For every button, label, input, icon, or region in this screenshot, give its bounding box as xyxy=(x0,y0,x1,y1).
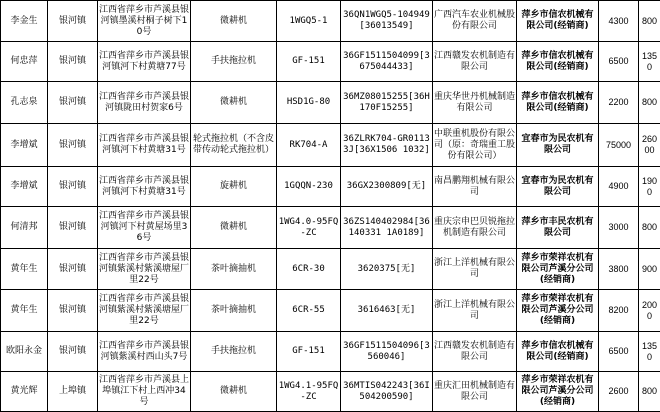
manufacturer: 南昌鹏翔机械有限公司 xyxy=(433,167,517,207)
table-row xyxy=(1,332,660,372)
dealer: 萍乡市信农机械有限公司(经销商) xyxy=(517,1,599,42)
address: 江西省萍乡市芦溪县银河镇河下村黄屋场里36号 xyxy=(98,207,191,249)
table-row xyxy=(1,124,660,167)
manufacturer: 浙江上洋机械有限公司 xyxy=(433,290,517,332)
machine-model: 1WGQ5-1 xyxy=(277,1,341,42)
address: 江西省萍乡市芦溪县银河镇墨溪村桐子树下10号 xyxy=(98,1,191,42)
town: 银河镇 xyxy=(48,124,98,167)
town: 银河镇 xyxy=(48,82,98,124)
table-row xyxy=(1,372,660,412)
machine-type: 微耕机 xyxy=(191,1,277,42)
machine-model: HSD1G-80 xyxy=(277,82,341,124)
serial-number: 36GF1511504096[3560046] xyxy=(341,332,433,372)
owner-name: 李增斌 xyxy=(1,167,48,207)
town: 银河镇 xyxy=(48,167,98,207)
serial-number: 36MZ08015255[36H170F15255] xyxy=(341,82,433,124)
serial-number: 3620375[无] xyxy=(341,249,433,290)
machine-model: 1GQQN-230 xyxy=(277,167,341,207)
address: 江西省萍乡市芦溪县上埠镇江下村上西冲34号 xyxy=(98,372,191,412)
dealer: 宜春市为民农机有限公司 xyxy=(517,124,599,167)
machine-type: 微耕机 xyxy=(191,372,277,412)
owner-name: 黄年生 xyxy=(1,249,48,290)
address: 江西省萍乡市芦溪县银河镇河下村黄塘31号 xyxy=(98,124,191,167)
owner-name: 李金生 xyxy=(1,1,48,42)
amount-1: 3000 xyxy=(599,207,639,249)
amount-2: 1350 xyxy=(639,332,660,372)
serial-number: 36GX2300809[无] xyxy=(341,167,433,207)
machine-type: 微耕机 xyxy=(191,82,277,124)
amount-1: 4900 xyxy=(599,167,639,207)
manufacturer: 重庆汇田机械制造有限公司 xyxy=(433,372,517,412)
amount-1: 3800 xyxy=(599,249,639,290)
amount-2: 2000 xyxy=(639,290,660,332)
machine-type: 微耕机 xyxy=(191,207,277,249)
machine-type: 轮式拖拉机（不含皮带传动轮式拖拉机） xyxy=(191,124,277,167)
manufacturer: 江西赣发农机制造有限公司 xyxy=(433,42,517,82)
owner-name: 何忠萍 xyxy=(1,42,48,82)
amount-1: 4300 xyxy=(599,1,639,42)
address: 江西省萍乡市芦溪县银河镇河下村黄塘77号 xyxy=(98,42,191,82)
amount-1: 8200 xyxy=(599,290,639,332)
amount-1: 2600 xyxy=(599,372,639,412)
table-row xyxy=(1,82,660,124)
table-row xyxy=(1,249,660,290)
amount-2: 800 xyxy=(639,1,660,42)
dealer: 萍乡市信农机械有限公司(经销商) xyxy=(517,82,599,124)
town: 银河镇 xyxy=(48,1,98,42)
amount-2: 800 xyxy=(639,207,660,249)
address: 江西省萍乡市芦溪县银河镇紫溪村西山头7号 xyxy=(98,332,191,372)
manufacturer: 重庆华世丹机械制造有限公司 xyxy=(433,82,517,124)
dealer: 萍乡市荣祥农机有限公司芦溪分公司(经销商) xyxy=(517,290,599,332)
serial-number: 36GF1511504099[3675044433] xyxy=(341,42,433,82)
manufacturer: 浙江上洋机械有限公司 xyxy=(433,249,517,290)
amount-2: 800 xyxy=(639,82,660,124)
address: 江西省萍乡市芦溪县银河镇河下村黄塘31号 xyxy=(98,167,191,207)
dealer: 萍乡市信农机械有限公司(经销商) xyxy=(517,332,599,372)
manufacturer: 重庆宗申巴贝锐拖拉机制造有限公司 xyxy=(433,207,517,249)
machine-type: 手扶拖拉机 xyxy=(191,42,277,82)
machine-model: 6CR-55 xyxy=(277,290,341,332)
amount-2: 900 xyxy=(639,249,660,290)
manufacturer: 江西赣发农机制造有限公司 xyxy=(433,332,517,372)
serial-number: 3616463[无] xyxy=(341,290,433,332)
machine-type: 旋耕机 xyxy=(191,167,277,207)
town: 上埠镇 xyxy=(48,372,98,412)
table-row xyxy=(1,1,660,42)
machine-model: GF-151 xyxy=(277,332,341,372)
serial-number: 36QN1WGQ5-104949[36013549] xyxy=(341,1,433,42)
amount-2: 800 xyxy=(639,372,660,412)
machine-model: RK704-A xyxy=(277,124,341,167)
amount-2: 1350 xyxy=(639,42,660,82)
machine-model: GF-151 xyxy=(277,42,341,82)
town: 银河镇 xyxy=(48,332,98,372)
amount-1: 6500 xyxy=(599,332,639,372)
machine-model: 6CR-30 xyxy=(277,249,341,290)
owner-name: 黄年生 xyxy=(1,290,48,332)
dealer: 萍乡市信农机械有限公司(经销商) xyxy=(517,42,599,82)
owner-name: 黄光辉 xyxy=(1,372,48,412)
owner-name: 李增斌 xyxy=(1,124,48,167)
owner-name: 欧阳永金 xyxy=(1,332,48,372)
town: 银河镇 xyxy=(48,42,98,82)
serial-number: 36ZS140402984[36140331 1A0189] xyxy=(341,207,433,249)
amount-1: 75000 xyxy=(599,124,639,167)
address: 江西省萍乡市芦溪县银河镇紫溪村紫溪塘屋厂里22号 xyxy=(98,290,191,332)
manufacturer: 广西汽车农业机械股份有限公司 xyxy=(433,1,517,42)
serial-number: 36ZLRK704-GR01133J[36X1506 1032] xyxy=(341,124,433,167)
table-row xyxy=(1,167,660,207)
machine-type: 茶叶摘抽机 xyxy=(191,249,277,290)
dealer: 宜春市为民农机有限公司 xyxy=(517,167,599,207)
town: 银河镇 xyxy=(48,249,98,290)
amount-2: 1900 xyxy=(639,167,660,207)
address: 江西省萍乡市芦溪县银河镇陇田村贺家6号 xyxy=(98,82,191,124)
dealer: 萍乡市丰民农机有限公司 xyxy=(517,207,599,249)
town: 银河镇 xyxy=(48,207,98,249)
machine-model: 1WG4.0-95FQ-ZC xyxy=(277,207,341,249)
manufacturer: 中联重机股份有限公司（原：奇瑞重工股份有限公司） xyxy=(433,124,517,167)
machine-type: 手扶拖拉机 xyxy=(191,332,277,372)
table-body xyxy=(1,1,660,412)
machine-type: 茶叶摘抽机 xyxy=(191,290,277,332)
owner-name: 何清邦 xyxy=(1,207,48,249)
amount-1: 2200 xyxy=(599,82,639,124)
machine-model: 1WG4.1-95FQ-ZC xyxy=(277,372,341,412)
owner-name: 孔志泉 xyxy=(1,82,48,124)
serial-number: 36MTIS042243[36I504200590] xyxy=(341,372,433,412)
table-row xyxy=(1,207,660,249)
table-row xyxy=(1,42,660,82)
amount-2: 26000 xyxy=(639,124,660,167)
table-row xyxy=(1,290,660,332)
address: 江西省萍乡市芦溪县银河镇紫溪村紫溪塘屋厂里22号 xyxy=(98,249,191,290)
dealer: 萍乡市荣祥农机有限公司芦溪分公司(经销商) xyxy=(517,249,599,290)
town: 银河镇 xyxy=(48,290,98,332)
dealer: 萍乡市荣祥农机有限公司芦溪分公司(经销商) xyxy=(517,372,599,412)
amount-1: 6500 xyxy=(599,42,639,82)
